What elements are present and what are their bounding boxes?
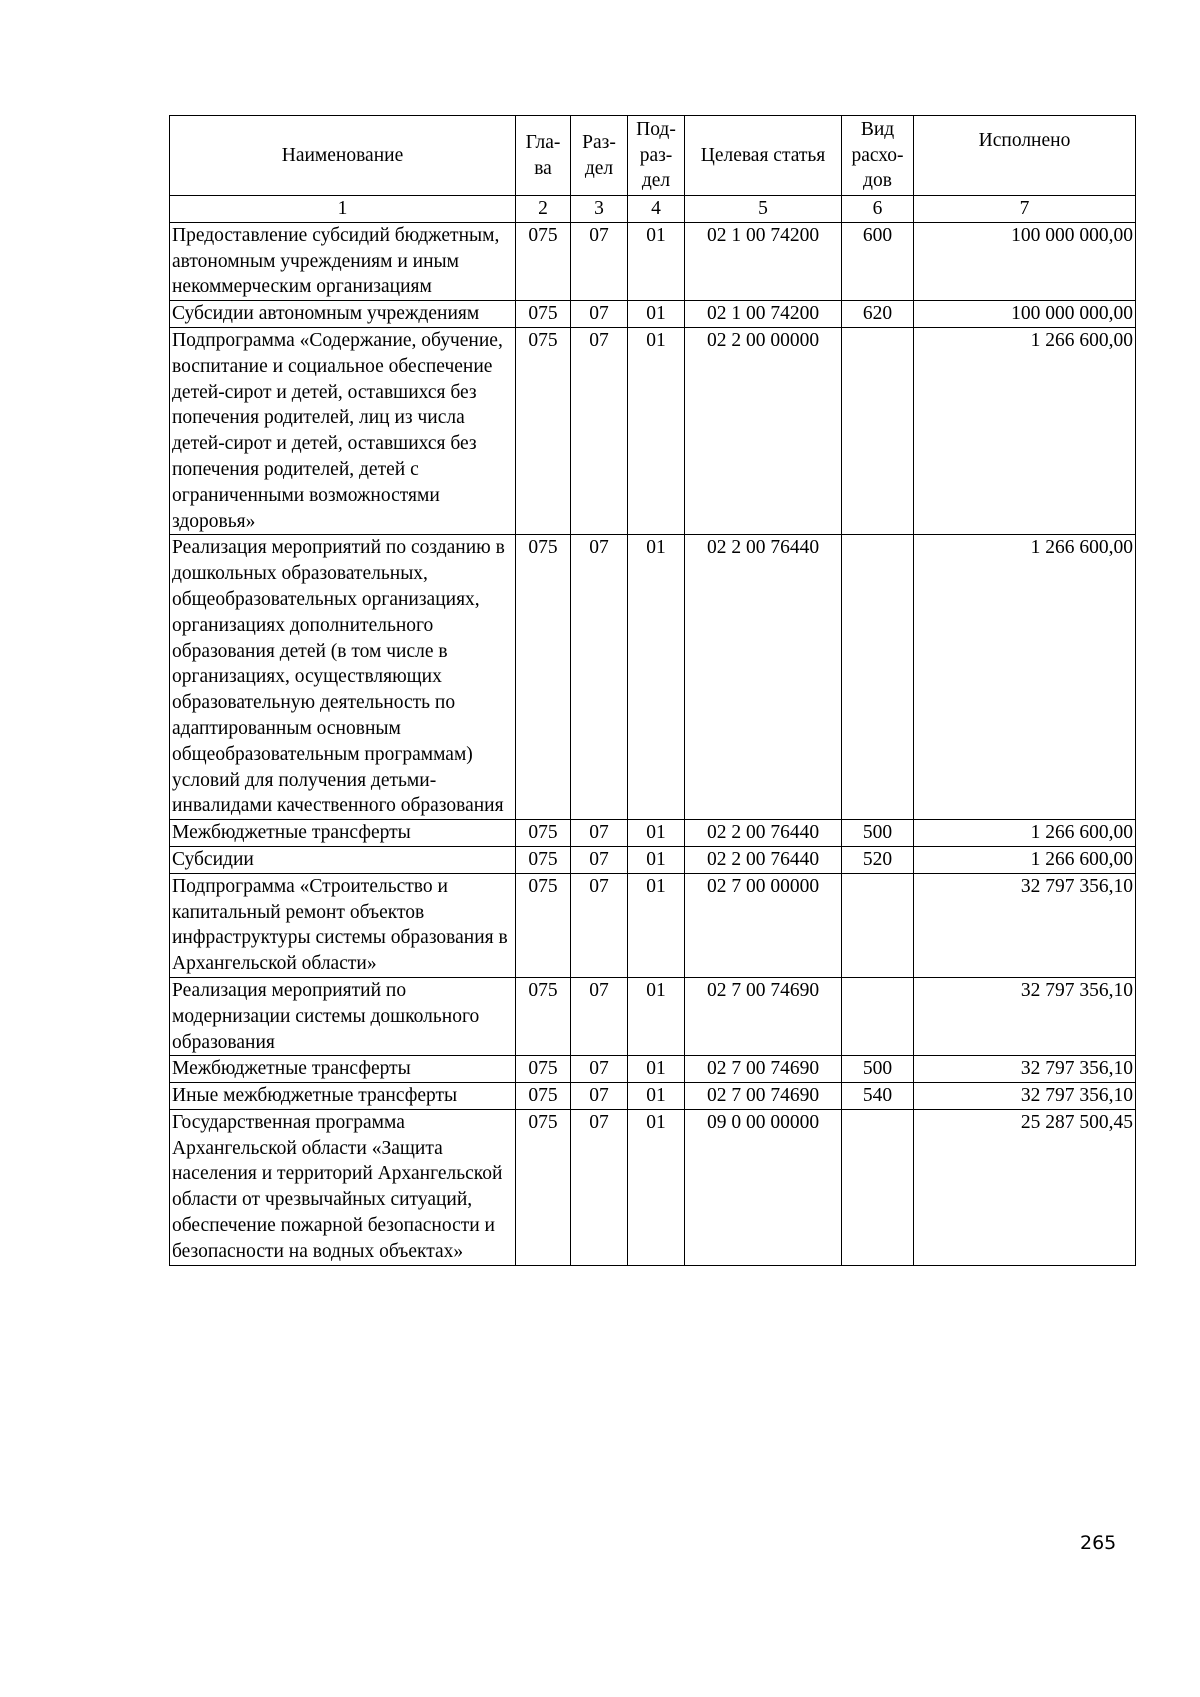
row-celevaya-statya: 02 7 00 74690 xyxy=(685,1056,842,1083)
header-podrazdel: Под- раз- дел xyxy=(628,116,685,196)
table-row xyxy=(170,535,1136,820)
row-celevaya-statya: 02 1 00 74200 xyxy=(685,222,842,300)
table-row xyxy=(170,873,1136,977)
row-ispolneno: 100 000 000,00 xyxy=(914,301,1136,328)
row-ispolneno: 32 797 356,10 xyxy=(914,1083,1136,1110)
header-ispolneno: Исполнено xyxy=(914,116,1136,196)
expenditure-table xyxy=(169,115,1136,1266)
row-glava: 075 xyxy=(516,846,571,873)
header-name: Наименование xyxy=(170,116,516,196)
row-podrazdel: 01 xyxy=(628,846,685,873)
row-razdel: 07 xyxy=(571,820,628,847)
column-number: 1 xyxy=(170,196,516,223)
row-podrazdel: 01 xyxy=(628,1056,685,1083)
row-ispolneno: 1 266 600,00 xyxy=(914,820,1136,847)
row-name: Государственная программа Архангельской области «Защита населения и территорий Архангельской области от чрезвычайных ситуаций, обеспечение пожарной безопасности и безопасности на водных объектах» xyxy=(170,1109,516,1265)
row-celevaya-statya: 02 2 00 76440 xyxy=(685,820,842,847)
row-name: Подпрограмма «Содержание, обучение, воспитание и социальное обеспечение детей-сирот и детей, оставшихся без попечения родителей, лиц из числа детей-сирот и детей, оставшихся без попечения родителей, детей с ограниченными возможностями здоровья» xyxy=(170,327,516,534)
row-name: Реализация мероприятий по созданию в дошкольных образовательных, общеобразовательных организациях, организациях дополнительного образования детей (в том числе в организациях, осуществляющих образовательную деятельность по адаптированным основным общеобразовательным программам) условий для получения детьми-инвалидами качественного образования xyxy=(170,535,516,820)
table-row xyxy=(170,327,1136,534)
row-ispolneno: 1 266 600,00 xyxy=(914,846,1136,873)
row-name: Субсидии автономным учреждениям xyxy=(170,301,516,328)
row-glava: 075 xyxy=(516,222,571,300)
row-name: Предоставление субсидий бюджетным, автономным учреждениям и иным некоммерческим организациям xyxy=(170,222,516,300)
table-row xyxy=(170,1083,1136,1110)
row-razdel: 07 xyxy=(571,977,628,1055)
header-row xyxy=(170,116,1136,196)
column-number-row xyxy=(170,196,1136,223)
row-glava: 075 xyxy=(516,1083,571,1110)
header-glava: Гла- ва xyxy=(516,116,571,196)
table-body xyxy=(170,222,1136,1265)
column-number: 7 xyxy=(914,196,1136,223)
row-name: Реализация мероприятий по модернизации системы дошкольного образования xyxy=(170,977,516,1055)
row-ispolneno: 1 266 600,00 xyxy=(914,327,1136,534)
row-celevaya-statya: 02 2 00 76440 xyxy=(685,535,842,820)
row-ispolneno: 100 000 000,00 xyxy=(914,222,1136,300)
table-row xyxy=(170,222,1136,300)
row-ispolneno: 32 797 356,10 xyxy=(914,873,1136,977)
row-glava: 075 xyxy=(516,977,571,1055)
row-celevaya-statya: 02 7 00 74690 xyxy=(685,977,842,1055)
table-row xyxy=(170,977,1136,1055)
table-row xyxy=(170,820,1136,847)
column-number: 4 xyxy=(628,196,685,223)
row-celevaya-statya: 02 7 00 00000 xyxy=(685,873,842,977)
row-ispolneno: 25 287 500,45 xyxy=(914,1109,1136,1265)
row-ispolneno: 32 797 356,10 xyxy=(914,1056,1136,1083)
row-podrazdel: 01 xyxy=(628,873,685,977)
column-number: 6 xyxy=(842,196,914,223)
row-podrazdel: 01 xyxy=(628,301,685,328)
row-podrazdel: 01 xyxy=(628,222,685,300)
column-number: 5 xyxy=(685,196,842,223)
row-podrazdel: 01 xyxy=(628,820,685,847)
row-glava: 075 xyxy=(516,1056,571,1083)
page-number: 265 xyxy=(1080,1532,1117,1554)
row-vid-rashodov: 540 xyxy=(842,1083,914,1110)
column-number: 2 xyxy=(516,196,571,223)
row-podrazdel: 01 xyxy=(628,327,685,534)
row-name: Межбюджетные трансферты xyxy=(170,820,516,847)
row-razdel: 07 xyxy=(571,301,628,328)
row-podrazdel: 01 xyxy=(628,977,685,1055)
row-vid-rashodov xyxy=(842,977,914,1055)
table-row xyxy=(170,846,1136,873)
row-vid-rashodov: 500 xyxy=(842,1056,914,1083)
header-celevaya-statya: Целевая статья xyxy=(685,116,842,196)
row-vid-rashodov: 500 xyxy=(842,820,914,847)
row-name: Межбюджетные трансферты xyxy=(170,1056,516,1083)
row-vid-rashodov: 620 xyxy=(842,301,914,328)
row-razdel: 07 xyxy=(571,222,628,300)
row-podrazdel: 01 xyxy=(628,1083,685,1110)
row-razdel: 07 xyxy=(571,873,628,977)
row-celevaya-statya: 02 2 00 00000 xyxy=(685,327,842,534)
row-podrazdel: 01 xyxy=(628,535,685,820)
row-glava: 075 xyxy=(516,535,571,820)
row-celevaya-statya: 02 2 00 76440 xyxy=(685,846,842,873)
row-razdel: 07 xyxy=(571,846,628,873)
row-celevaya-statya: 02 7 00 74690 xyxy=(685,1083,842,1110)
table-row xyxy=(170,301,1136,328)
header-vid-rashodov: Вид расхо- дов xyxy=(842,116,914,196)
row-razdel: 07 xyxy=(571,1109,628,1265)
row-podrazdel: 01 xyxy=(628,1109,685,1265)
row-glava: 075 xyxy=(516,301,571,328)
row-razdel: 07 xyxy=(571,535,628,820)
row-vid-rashodov: 600 xyxy=(842,222,914,300)
row-glava: 075 xyxy=(516,327,571,534)
column-number: 3 xyxy=(571,196,628,223)
row-glava: 075 xyxy=(516,820,571,847)
row-razdel: 07 xyxy=(571,1083,628,1110)
row-name: Субсидии xyxy=(170,846,516,873)
row-celevaya-statya: 09 0 00 00000 xyxy=(685,1109,842,1265)
row-ispolneno: 1 266 600,00 xyxy=(914,535,1136,820)
row-glava: 075 xyxy=(516,873,571,977)
row-vid-rashodov xyxy=(842,1109,914,1265)
table-row xyxy=(170,1109,1136,1265)
row-name: Иные межбюджетные трансферты xyxy=(170,1083,516,1110)
row-razdel: 07 xyxy=(571,1056,628,1083)
row-vid-rashodov xyxy=(842,535,914,820)
row-celevaya-statya: 02 1 00 74200 xyxy=(685,301,842,328)
row-vid-rashodov xyxy=(842,327,914,534)
header-razdel: Раз- дел xyxy=(571,116,628,196)
row-ispolneno: 32 797 356,10 xyxy=(914,977,1136,1055)
table-row xyxy=(170,1056,1136,1083)
row-glava: 075 xyxy=(516,1109,571,1265)
row-name: Подпрограмма «Строительство и капитальный ремонт объектов инфраструктуры системы образования в Архангельской области» xyxy=(170,873,516,977)
row-razdel: 07 xyxy=(571,327,628,534)
row-vid-rashodov: 520 xyxy=(842,846,914,873)
row-vid-rashodov xyxy=(842,873,914,977)
